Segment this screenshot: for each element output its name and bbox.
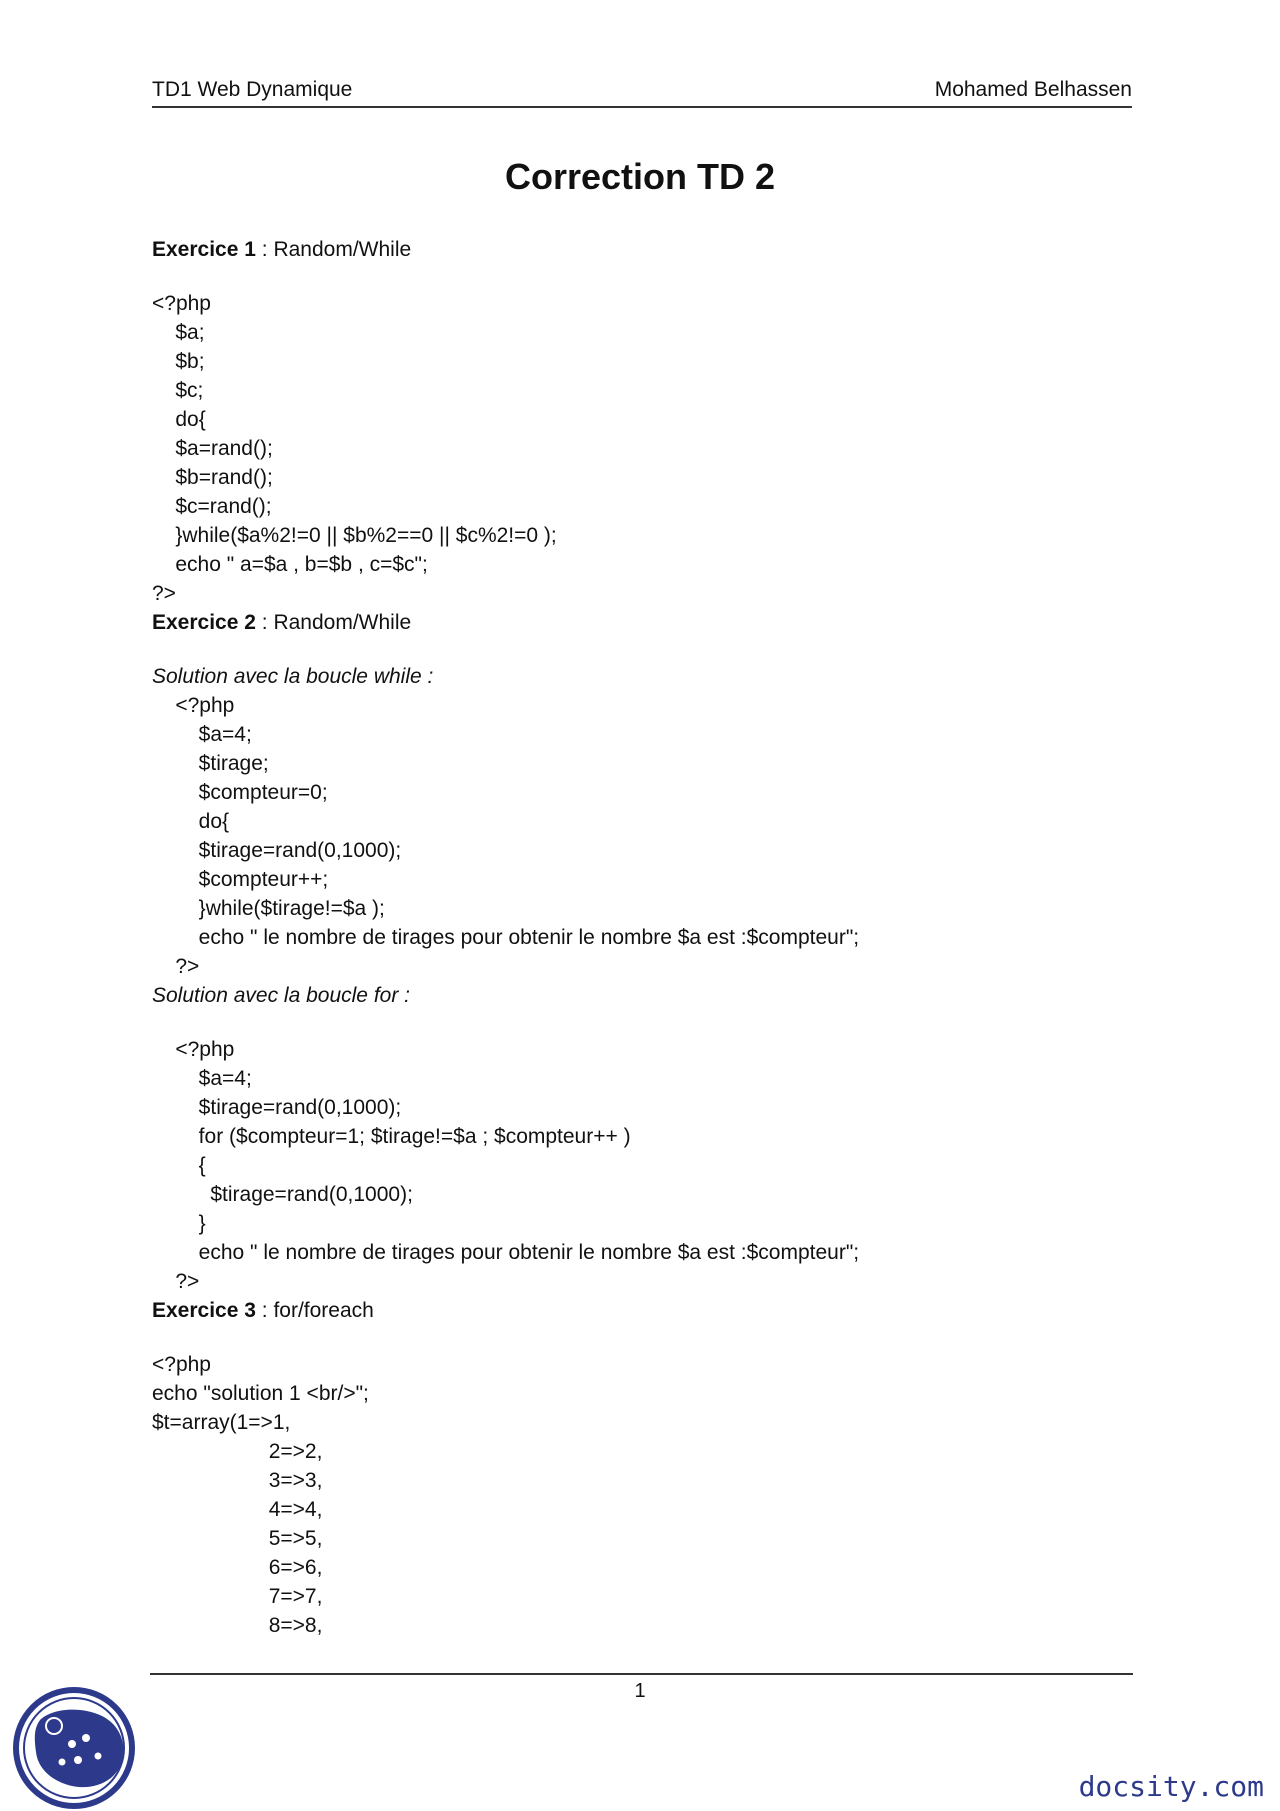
code-block-2: [152, 691, 1132, 981]
code-line: $a=rand();: [152, 437, 273, 460]
code-line: do{: [152, 408, 206, 431]
code-line: $tirage=rand(0,1000);: [152, 839, 402, 862]
code-line: do{: [152, 810, 230, 833]
code-line: {: [152, 1154, 206, 1177]
page-number: 1: [634, 1680, 646, 1702]
code-line: $compteur=0;: [152, 781, 328, 804]
code-line: $c=rand();: [152, 495, 272, 518]
code-line: 2=>2,: [152, 1440, 323, 1463]
code-line: ?>: [152, 955, 200, 978]
code-line: <?php: [152, 694, 235, 717]
page-title: Correction TD 2: [504, 156, 776, 197]
code-line: for ($compteur=1; $tirage!=$a ; $compteur++ ): [152, 1125, 631, 1148]
code-line: 8=>8,: [152, 1614, 323, 1637]
code-line: $tirage=rand(0,1000);: [152, 1096, 402, 1119]
code-line: ?>: [152, 582, 176, 605]
header-course: TD1 Web Dynamique: [152, 78, 353, 101]
code-line: 5=>5,: [152, 1527, 323, 1550]
code-line: echo " a=$a , b=$b , c=$c";: [152, 553, 428, 576]
code-line: echo " le nombre de tirages pour obtenir le nombre $a est :$compteur";: [152, 926, 860, 949]
exercise-3-heading: Exercice 3 : for/foreach: [152, 1299, 374, 1322]
code-block-1: [152, 289, 1132, 608]
code-line: $t=array(1=>1,: [152, 1411, 291, 1434]
code-line: <?php: [152, 1353, 211, 1376]
solution-for-label: Solution avec la boucle for :: [152, 984, 410, 1007]
code-line: $b=rand();: [152, 466, 273, 489]
code-line: 7=>7,: [152, 1585, 323, 1608]
code-line: 4=>4,: [152, 1498, 323, 1521]
code-line: $a;: [152, 321, 205, 344]
code-line: $tirage=rand(0,1000);: [152, 1183, 413, 1206]
code-block-3: [152, 1035, 1132, 1296]
code-line: echo " le nombre de tirages pour obtenir le nombre $a est :$compteur";: [152, 1241, 860, 1264]
code-line: $tirage;: [152, 752, 269, 775]
code-line: $a=4;: [152, 723, 252, 746]
code-line: }while($a%2!=0 || $b%2==0 || $c%2!=0 );: [152, 524, 557, 547]
code-line: }: [152, 1212, 206, 1235]
code-line: $compteur++;: [152, 868, 329, 891]
exercise-2-heading: Exercice 2 : Random/While: [152, 611, 412, 634]
code-line: 3=>3,: [152, 1469, 323, 1492]
code-line: ?>: [152, 1270, 200, 1293]
code-line: <?php: [152, 292, 211, 315]
header-author: Mohamed Belhassen: [934, 78, 1132, 101]
footer-divider: [150, 1673, 1133, 1675]
code-line: $b;: [152, 350, 205, 373]
page-header: [152, 78, 1132, 108]
code-line: <?php: [152, 1038, 235, 1061]
code-line: echo "solution 1 <br/>";: [152, 1382, 369, 1405]
document-body: [152, 235, 1132, 1640]
code-line: $c;: [152, 379, 204, 402]
exercise-1-heading: Exercice 1 : Random/While: [152, 238, 412, 261]
docsity-logo-icon[interactable]: [12, 1686, 136, 1810]
code-block-4: [152, 1350, 1132, 1640]
solution-while-label: Solution avec la boucle while :: [152, 665, 434, 688]
docsity-brand-link[interactable]: docsity.com: [1078, 1770, 1264, 1803]
code-line: 6=>6,: [152, 1556, 323, 1579]
code-line: }while($tirage!=$a );: [152, 897, 385, 920]
code-line: $a=4;: [152, 1067, 252, 1090]
